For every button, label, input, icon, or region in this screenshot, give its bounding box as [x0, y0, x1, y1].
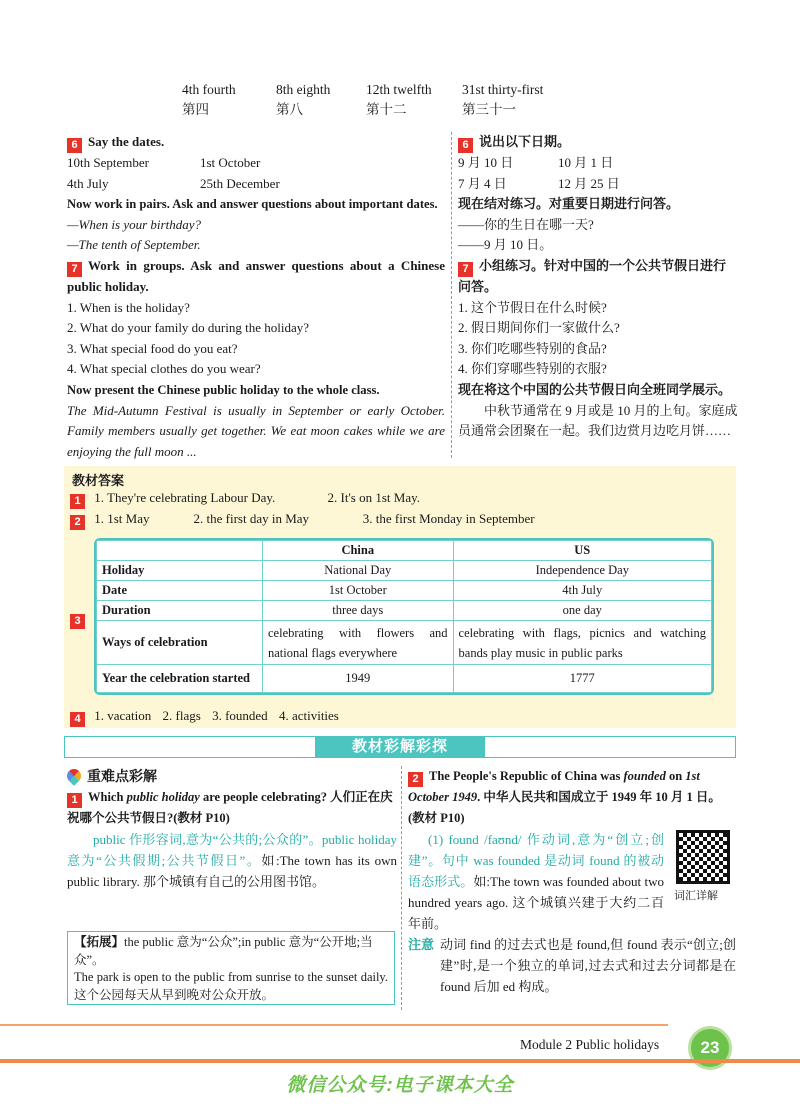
holiday-comparison-table	[94, 538, 714, 695]
section-band-title: 教材彩解彩探	[315, 737, 485, 757]
point-1-title: 1 Which public holiday are people celebrating? 人们正在庆祝哪个公共节假日?(教材 P10)	[67, 790, 393, 825]
dialogue-answer: —The tenth of September.	[67, 237, 201, 253]
ordinal-table	[182, 80, 602, 120]
answer-number: 1	[70, 494, 85, 509]
question-item-zh: 2. 假日期间你们一家做什么?	[458, 320, 620, 336]
point-2-body: (1) found /faʊnd/ 作动词,意为“创立;创建”。句中 was founded 是动词 found 的被动语态形式。如:The town was founded about two hundred years ago. 这个城镇兴建于大约二百年前。	[408, 832, 664, 931]
ordinal: 31st thirty-first	[462, 82, 544, 97]
table-row: Holiday National Day Independence Day	[97, 561, 712, 581]
extension-box	[67, 931, 395, 1005]
question-item: 1. When is the holiday?	[67, 299, 190, 315]
page-number: 23	[688, 1026, 732, 1070]
question-item: 2. What do your family do during the holiday?	[67, 320, 310, 336]
section-divider	[401, 766, 402, 1010]
ordinal-zh: 第八	[276, 102, 303, 117]
dialogue-question: —When is your birthday?	[67, 216, 201, 232]
table-header: US	[453, 541, 711, 561]
extension-example: The park is open to the public from sunrise to the sunset daily. 这个公园每天从早到晚对公众开放。	[74, 970, 388, 1002]
note-label: 注意	[408, 937, 435, 952]
exercise-7-title-zh: 7 小组练习。针对中国的一个公共节假日进行问答。	[458, 257, 727, 294]
exercise-column-en	[67, 132, 445, 462]
answer-3	[70, 610, 91, 629]
question-item: 3. What special food do you eat?	[67, 340, 238, 356]
dialogue-answer-zh: ——9 月 10 日。	[458, 237, 553, 253]
section-band	[64, 736, 736, 758]
exercise-column-zh	[458, 132, 738, 442]
exercise-number: 6	[67, 138, 82, 153]
ordinal: 12th twelfth	[366, 82, 432, 97]
date-row-zh: 7 月 4 日 12 月 25 日	[458, 175, 620, 191]
note-text: 动词 find 的过去式也是 found,但 found 表示“创立;创建”时,是一个独立的单词,过去式和过去分词都是在 found 后加 ed 构成。	[440, 937, 736, 994]
exercise-6-title: 6 Say the dates.	[67, 132, 445, 153]
question-item-zh: 4. 你们穿哪些特别的衣服?	[458, 361, 607, 377]
explanation-column-left	[67, 766, 397, 1002]
answer-box	[64, 466, 736, 728]
pair-instruction-zh: 现在结对练习。对重要日期进行问答。	[458, 196, 680, 212]
exercise-7-title: 7 Work in groups. Ask and answer questions about a Chinese public holiday.	[67, 257, 445, 294]
date-row: 4th July 25th December	[67, 175, 280, 191]
ordinal-zh: 第十二	[366, 102, 407, 117]
ordinal-row-zh	[182, 100, 602, 120]
point-number: 1	[67, 793, 82, 808]
point-1-body: public 作形容词,意为“公共的;公众的”。public holiday 意为“公共假期;公共节假日”。如:The town has its own public library. 那个城镇有自己的公用图书馆。	[67, 832, 397, 889]
table-row: Duration three days one day	[97, 601, 712, 621]
ordinal: 4th fourth	[182, 82, 236, 97]
sample-paragraph: The Mid-Autumn Festival is usually in September or early October. Family members usually get together. We eat moon cakes while we are enjoying the full moon ...	[67, 402, 445, 459]
ordinal-zh: 第三十一	[462, 102, 516, 117]
answer-number: 2	[70, 515, 85, 530]
date-row: 10th September 1st October	[67, 155, 261, 170]
table-header-row	[97, 541, 712, 561]
qr-code-icon[interactable]	[676, 830, 730, 884]
footer-bar	[0, 1059, 800, 1063]
extension-text: 【拓展】the public 意为“公众”;in public 意为“公开地;当众”。	[74, 935, 373, 967]
qr-code-label: 词汇详解	[674, 890, 718, 902]
present-instruction-zh: 现在将这个中国的公共节假日向全班同学展示。	[458, 381, 732, 397]
location-pin-icon	[64, 766, 84, 786]
present-instruction: Now present the Chinese public holiday to the whole class.	[67, 382, 380, 397]
answer-4: 4 1. vacation 2. flags 3. founded 4. activities	[70, 708, 339, 727]
column-divider	[451, 132, 452, 458]
point-number: 2	[408, 772, 423, 787]
explanation-heading: 重难点彩解	[67, 766, 397, 787]
ordinal: 8th eighth	[276, 82, 331, 97]
exercise-number: 7	[458, 262, 473, 277]
table-row: Ways of celebration celebrating with flowers and national flags everywhere celebrating with flags, picnics and watching bands play music in public parks	[97, 621, 712, 665]
footer-line	[0, 1024, 668, 1026]
point-2-title: 2 The People's Republic of China was founded on 1st October 1949. 中华人民共和国成立于 1949 年 10 月 1 日。(教材 P10)	[408, 769, 721, 825]
answer-number: 4	[70, 712, 85, 727]
explanation-column-right	[408, 766, 736, 997]
watermark: 微信公众号:电子课本大全	[286, 1075, 514, 1096]
answer-box-title: 教材答案	[72, 473, 125, 488]
module-label: Module 2 Public holidays	[520, 1037, 660, 1052]
table-row: Date 1st October 4th July	[97, 581, 712, 601]
answer-number: 3	[70, 614, 85, 629]
note-block	[408, 934, 736, 997]
question-item: 4. What special clothes do you wear?	[67, 361, 261, 377]
answer-1: 1 1. They're celebrating Labour Day. 2. It's on 1st May.	[70, 490, 420, 509]
ordinal-row-en	[182, 80, 602, 100]
date-row-zh: 9 月 10 日 10 月 1 日	[458, 155, 614, 170]
ordinal-zh: 第四	[182, 102, 209, 117]
question-item-zh: 1. 这个节假日在什么时候?	[458, 299, 607, 315]
table-header: China	[263, 541, 454, 561]
question-item-zh: 3. 你们吃哪些特别的食品?	[458, 340, 607, 356]
pair-instruction: Now work in pairs. Ask and answer questions about important dates.	[67, 197, 438, 212]
exercise-number: 7	[67, 262, 82, 277]
answer-2: 2 1. 1st May 2. the first day in May 3. the first Monday in September	[70, 511, 535, 530]
exercise-number: 6	[458, 138, 473, 153]
dialogue-question-zh: ——你的生日在哪一天?	[458, 216, 594, 232]
sample-paragraph-zh: 中秋节通常在 9 月或是 10 月的上旬。家庭成员通常会团聚在一起。我们边赏月边吃月饼……	[458, 402, 738, 439]
exercise-6-title-zh: 6 说出以下日期。	[458, 132, 738, 153]
table-row: Year the celebration started 1949 1777	[97, 665, 712, 693]
